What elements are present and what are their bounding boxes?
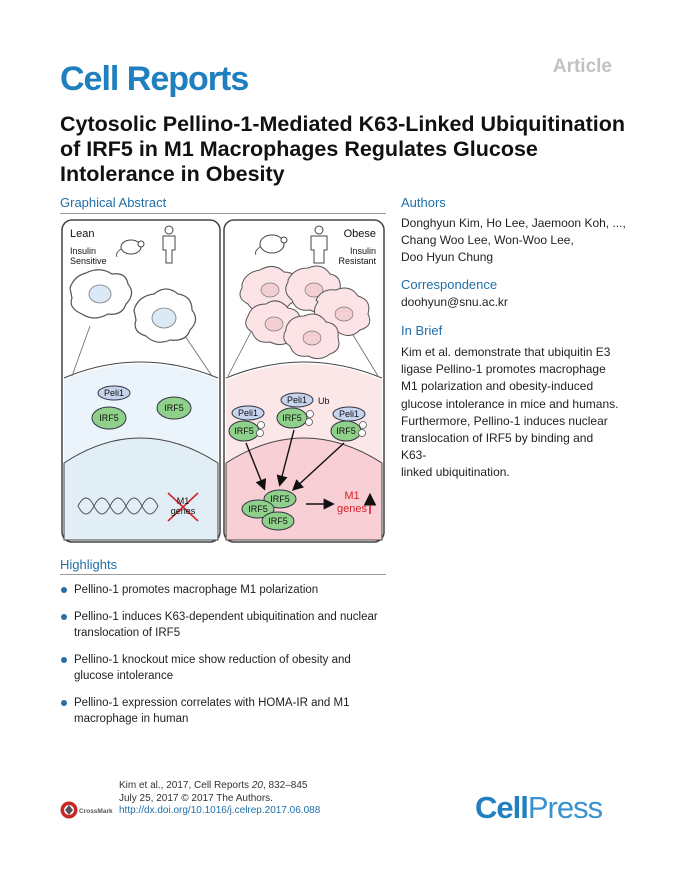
- lean-state-line1: Insulin: [70, 246, 97, 256]
- correspondence-heading: Correspondence: [401, 277, 498, 292]
- in-brief-line: Furthermore, Pellino-1 induces nuclear: [401, 413, 608, 428]
- in-brief-line: Kim et al. demonstrate that ubiquitin E3: [401, 345, 611, 359]
- lean-label: Lean: [70, 228, 95, 240]
- bullet-icon: [61, 700, 67, 706]
- authors-list: [401, 215, 631, 266]
- in-brief-heading: In Brief: [401, 323, 443, 338]
- in-brief-text: [401, 344, 621, 482]
- obese-panel: [224, 220, 384, 542]
- in-brief-line: linked ubiquitination.: [401, 465, 510, 480]
- lean-irf5-label: IRF5: [99, 413, 119, 423]
- bullet-icon: [61, 587, 67, 593]
- article-type-label: Article: [552, 56, 612, 77]
- volume-number: 20: [251, 780, 263, 791]
- citation-line: Kim et al., 2017, Cell Reports 20, 832–845: [119, 780, 308, 791]
- nuclear-irf5-label-3: IRF5: [268, 516, 288, 526]
- authors-line: Doo Hyun Chung: [401, 250, 494, 264]
- bullet-icon: [61, 657, 67, 663]
- obese-label: Obese: [343, 228, 376, 240]
- citation-block: [119, 780, 320, 818]
- article-title: Cytosolic Pellino-1-Mediated K63-Linked Ubiquitination of IRF5 in M1 Macrophages Regulates Glucose Intolerance in Obesity: [60, 112, 626, 186]
- highlight-item: Pellino-1 promotes macrophage M1 polarization: [60, 582, 390, 598]
- obese-irf5-label-1: IRF5: [234, 426, 254, 436]
- lean-peli1-label: Peli1: [103, 388, 125, 398]
- obese-peli1-label-1: Peli1: [237, 408, 259, 418]
- journal-name: Cell Reports: [60, 60, 249, 98]
- lean-genes-line2: genes: [170, 506, 196, 516]
- nuclear-irf5-label-2: IRF5: [248, 504, 268, 514]
- lean-genes-line1: M1: [176, 496, 190, 506]
- obese-state-line2: Resistant: [338, 256, 376, 266]
- in-brief-line: translocation of IRF5 by binding and K63-: [401, 431, 594, 463]
- highlight-item: Pellino-1 knockout mice show reduction of obesity and glucose intolerance: [60, 652, 390, 684]
- in-brief-line: M1 polarization and obesity-induced: [401, 379, 594, 394]
- obese-peli1-label-2: Peli1: [286, 395, 308, 405]
- authors-line: Donghyun Kim, Ho Lee, Jaemoon Koh, ...,: [401, 216, 626, 230]
- authors-line: Chang Woo Lee, Won-Woo Lee,: [401, 233, 574, 247]
- obese-irf5-label-2: IRF5: [282, 413, 302, 423]
- cellpress-logo: [475, 790, 602, 826]
- m1-genes-line2: genes: [337, 503, 367, 515]
- section-divider: [60, 213, 386, 214]
- obese-peli1-label-3: Peli1: [338, 409, 360, 419]
- lean-panel: [62, 220, 220, 542]
- highlights-heading: Highlights: [60, 557, 118, 572]
- crossmark-label: CrossMark: [79, 808, 113, 815]
- authors-heading: Authors: [401, 195, 446, 210]
- highlights-list: [60, 574, 390, 738]
- in-brief-line: glucose intolerance in mice and humans.: [401, 396, 619, 411]
- crossmark-icon[interactable]: [60, 798, 118, 822]
- cellpress-logo-press: Press: [527, 790, 603, 825]
- graphical-abstract-heading: Graphical Abstract: [60, 195, 167, 210]
- in-brief-line: ligase Pellino-1 promotes macrophage: [401, 362, 606, 377]
- graphical-abstract-figure: [60, 218, 386, 544]
- obese-state-line1: Insulin: [349, 246, 376, 256]
- doi-link[interactable]: http://dx.doi.org/10.1016/j.celrep.2017.06.088: [119, 805, 321, 816]
- bullet-icon: [61, 614, 67, 620]
- nuclear-irf5-label-1: IRF5: [270, 494, 290, 504]
- citation-date: July 25, 2017 © 2017 The Authors.: [119, 792, 273, 804]
- correspondence-email[interactable]: doohyun@snu.ac.kr: [401, 295, 508, 309]
- cellpress-logo-cell: Cell: [475, 790, 528, 825]
- m1-genes-line1: M1: [344, 490, 360, 502]
- ub-label: Ub: [318, 396, 330, 406]
- lean-irf5-label-2: IRF5: [164, 403, 184, 413]
- lean-state-line2: Sensitive: [70, 256, 107, 266]
- obese-irf5-label-3: IRF5: [336, 426, 356, 436]
- highlight-item: Pellino-1 expression correlates with HOMA-IR and M1 macrophage in human: [60, 695, 390, 727]
- highlight-item: Pellino-1 induces K63-dependent ubiquitination and nuclear translocation of IRF5: [60, 609, 390, 641]
